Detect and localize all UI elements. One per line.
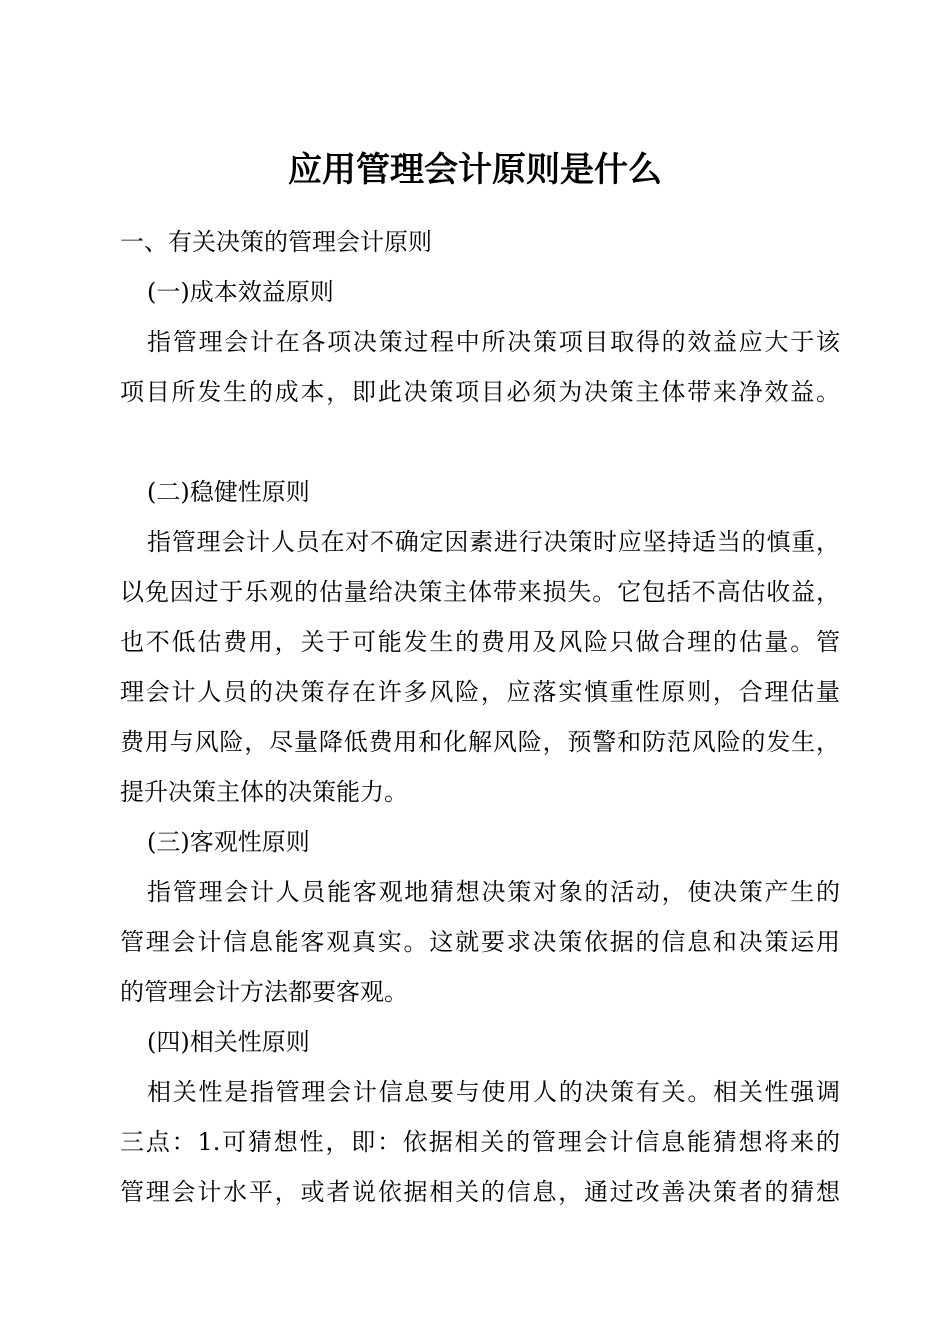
document-title: 应用管理会计原则是什么 <box>288 150 662 190</box>
paragraph-line: 以免因过于乐观的估量给决策主体带来损失。它包括不高估收益， <box>120 578 840 606</box>
paragraph-line: 提升决策主体的决策能力。 <box>120 778 408 806</box>
paragraph-line: 指管理会计人员能客观地猜想决策对象的活动，使决策产生的 <box>147 878 840 906</box>
paragraph-line: 管理会计信息能客观真实。这就要求决策依据的信息和决策运用 <box>120 928 840 956</box>
paragraph-line: 相关性是指管理会计信息要与使用人的决策有关。相关性强调 <box>147 1078 840 1106</box>
paragraph-line: 指管理会计在各项决策过程中所决策项目取得的效益应大于该 <box>147 328 840 356</box>
paragraph-line: 费用与风险，尽量降低费用和化解风险，预警和防范风险的发生， <box>120 728 840 756</box>
subsection-heading: (二)稳健性原则 <box>147 478 310 506</box>
paragraph-line: 项目所发生的成本，即此决策项目必须为决策主体带来净效益。 <box>120 378 840 406</box>
paragraph-line: 指管理会计人员在对不确定因素进行决策时应坚持适当的慎重， <box>147 528 840 556</box>
paragraph-line: 理会计人员的决策存在许多风险，应落实慎重性原则，合理估量 <box>120 678 840 706</box>
subsection-heading: (三)客观性原则 <box>147 828 310 856</box>
paragraph-line: 管理会计水平，或者说依据相关的信息，通过改善决策者的猜想 <box>120 1178 840 1206</box>
paragraph-line: 三点：1.可猜想性，即：依据相关的管理会计信息能猜想将来的 <box>120 1128 840 1156</box>
subsection-heading: (一)成本效益原则 <box>147 278 334 306</box>
paragraph-line: 的管理会计方法都要客观。 <box>120 978 408 1006</box>
subsection-heading: (四)相关性原则 <box>147 1028 310 1056</box>
section-heading: 一、有关决策的管理会计原则 <box>120 228 432 256</box>
paragraph-line: 也不低估费用，关于可能发生的费用及风险只做合理的估量。管 <box>120 628 840 656</box>
